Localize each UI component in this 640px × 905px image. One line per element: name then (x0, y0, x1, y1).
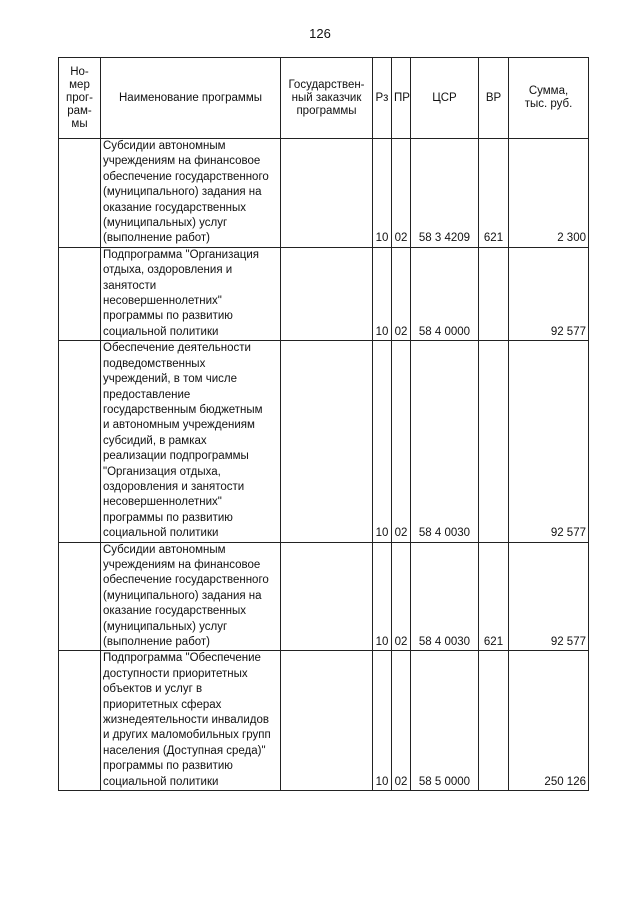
program-number-cell (59, 651, 101, 791)
program-name-cell (101, 247, 281, 340)
program-name-line: занятости (103, 279, 157, 292)
program-name-line: оказание государственных (103, 605, 247, 618)
rz-cell: 10 (373, 341, 392, 542)
table-header-row (59, 58, 589, 139)
program-name-line: реализации подпрограммы (103, 450, 249, 463)
sum-cell: 2 300 (509, 139, 589, 248)
sum-cell: 92 577 (509, 247, 589, 340)
header-vr: ВР (479, 58, 509, 139)
program-name-line: обеспечение государственного (103, 574, 269, 587)
program-name-line: населения (Доступная среда)" (103, 744, 266, 757)
program-name-line: (выполнение работ) (103, 232, 211, 245)
program-name-line: жизнедеятельности инвалидов (103, 714, 269, 727)
program-name-line: (муниципального) задания на (103, 589, 262, 602)
csr-cell: 58 4 0000 (411, 247, 479, 340)
header-state-customer: Государствен- ный заказчик программы (281, 58, 373, 139)
vr-cell (479, 247, 509, 340)
sum-cell: 250 126 (509, 651, 589, 791)
program-name-line: приоритетных сферах (103, 698, 222, 711)
program-number-cell (59, 542, 101, 651)
sum-cell: 92 577 (509, 542, 589, 651)
program-name-line: несовершеннолетних" (103, 496, 222, 509)
rz-cell: 10 (373, 542, 392, 651)
pr-cell: 02 (392, 139, 411, 248)
program-name-line: программы по развитию (103, 511, 233, 524)
program-name-cell (101, 341, 281, 542)
table-row (59, 139, 589, 248)
state-customer-cell (281, 247, 373, 340)
program-name-line: (муниципальных) услуг (103, 620, 228, 633)
rz-cell: 10 (373, 139, 392, 248)
table-row (59, 341, 589, 542)
program-name-cell (101, 139, 281, 248)
program-name-line: предоставление (103, 388, 191, 401)
pr-cell: 02 (392, 651, 411, 791)
table-body (59, 139, 589, 791)
program-name-line: несовершеннолетних" (103, 295, 222, 308)
program-name-line: (муниципальных) услуг (103, 217, 228, 230)
pr-cell: 02 (392, 247, 411, 340)
rz-cell: 10 (373, 247, 392, 340)
program-name-line: социальной политики (103, 527, 219, 540)
header-pr: ПР (392, 58, 411, 139)
program-name-line: "Организация отдыха, (103, 465, 221, 478)
program-name-line: и других маломобильных групп (103, 729, 271, 742)
csr-cell: 58 4 0030 (411, 341, 479, 542)
program-name-line: Подпрограмма "Обеспечение (103, 652, 261, 665)
program-name-cell (101, 651, 281, 791)
program-name-cell (101, 542, 281, 651)
budget-table (58, 57, 589, 791)
program-number-cell (59, 139, 101, 248)
page-number: 126 (309, 26, 331, 41)
program-name-line: оздоровления и занятости (103, 480, 245, 493)
csr-cell: 58 4 0030 (411, 542, 479, 651)
table-row (59, 542, 589, 651)
program-name-line: социальной политики (103, 325, 219, 338)
program-name-line: доступности приоритетных (103, 667, 248, 680)
program-name-line: Обеспечение деятельности (103, 342, 251, 355)
state-customer-cell (281, 341, 373, 542)
program-name-line: отдыха, оздоровления и (103, 264, 233, 277)
program-number-cell (59, 341, 101, 542)
program-name-line: учреждениям на финансовое (103, 558, 261, 571)
table-row (59, 247, 589, 340)
vr-cell (479, 341, 509, 542)
program-name-line: программы по развитию (103, 310, 233, 323)
table-row (59, 651, 589, 791)
vr-cell: 621 (479, 542, 509, 651)
header-sum: Сумма, тыс. руб. (509, 58, 589, 139)
csr-cell: 58 3 4209 (411, 139, 479, 248)
program-name-line: программы по развитию (103, 760, 233, 773)
program-name-line: подведомственных (103, 357, 206, 370)
program-name-line: и автономным учреждениям (103, 419, 255, 432)
program-name-line: субсидий, в рамках (103, 434, 207, 447)
header-csr: ЦСР (411, 58, 479, 139)
program-name-line: (муниципального) задания на (103, 186, 262, 199)
csr-cell: 58 5 0000 (411, 651, 479, 791)
vr-cell (479, 651, 509, 791)
program-name-line: учреждений, в том числе (103, 373, 238, 386)
program-name-line: государственным бюджетным (103, 403, 263, 416)
program-name-line: обеспечение государственного (103, 170, 269, 183)
program-number-cell (59, 247, 101, 340)
header-rz: Рз (373, 58, 392, 139)
state-customer-cell (281, 651, 373, 791)
state-customer-cell (281, 542, 373, 651)
pr-cell: 02 (392, 341, 411, 542)
rz-cell: 10 (373, 651, 392, 791)
state-customer-cell (281, 139, 373, 248)
sum-cell: 92 577 (509, 341, 589, 542)
program-name-line: Подпрограмма "Организация (103, 248, 259, 261)
program-name-line: социальной политики (103, 775, 219, 788)
pr-cell: 02 (392, 542, 411, 651)
vr-cell: 621 (479, 139, 509, 248)
program-name-line: Субсидии автономным (103, 140, 226, 152)
program-name-line: (выполнение работ) (103, 636, 211, 648)
program-name-line: Субсидии автономным (103, 543, 226, 556)
program-name-line: учреждениям на финансовое (103, 155, 261, 168)
header-program-number: Но- мер прог- рам- мы (59, 58, 101, 139)
header-program-name: Наименование программы (101, 58, 281, 139)
program-name-line: объектов и услуг в (103, 683, 203, 696)
program-name-line: оказание государственных (103, 201, 247, 214)
